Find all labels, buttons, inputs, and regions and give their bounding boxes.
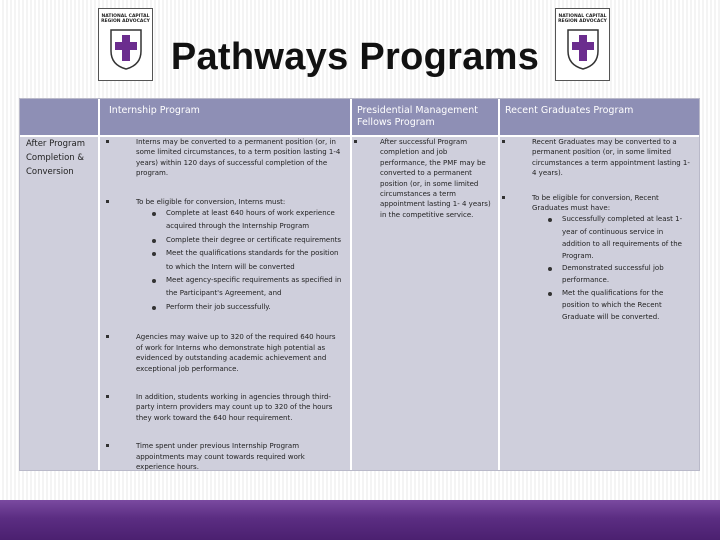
internship-cell: [106, 137, 342, 490]
list-item: Agencies may waive up to 320 of the required 640 hours of work for Interns who demonstrate high potential as evidenced by outstanding academic achievement and exceptional job performance.: [106, 332, 342, 374]
cross-shield-icon: [107, 27, 145, 71]
sub-list-item: Successfully completed at least 1-year of continuous service in addition to all requirements of the Program.: [562, 213, 692, 262]
list-item: To be eligible for conversion, Recent Graduates must have: Successfully completed at least 1-year of continuous service in addition to all requirements of the Program. Demonstrated successful job performance. Met the qualifications for the position to which the Recent Graduate will be converted.: [502, 193, 692, 324]
list-item: After successful Program completion and job performance, the PMF may be converted to a permanent position (or, in some limited circumstances a term appointment lasting 1- 4 years) in the competitive service.: [354, 137, 494, 220]
organization-logo-left: [98, 8, 153, 81]
column-divider: [98, 99, 100, 470]
list-item: In addition, students working in agencies through third-party intern providers may count up to 320 of the hours they work toward the 640 hour requirement.: [106, 392, 342, 423]
table-header-row: [20, 99, 699, 135]
column-divider: [350, 99, 352, 470]
list-item: To be eligible for conversion, Interns must: Complete at least 640 hours of work experience acquired through the Internship Program Complete their degree or certificate requirements Meet the qualifications standards for the position to which the Intern will be converted Meet agency-specific requirements as specified in the Participant's Agreement, and Perform their job successfully.: [106, 197, 342, 315]
list-item: Interns may be converted to a permanent position (or, in some limited circumstances, to a term position lasting 1-4 years) within 120 days of successful completion of the program.: [106, 137, 342, 179]
logo-text: NATIONAL CAPITAL REGION ADVOCACY: [558, 14, 607, 24]
list-item: Time spent under previous Internship Program appointments may count towards required work experience hours.: [106, 441, 342, 472]
page-title: Pathways Programs: [170, 36, 540, 78]
sub-list-item: Perform their job successfully.: [166, 301, 342, 314]
pmf-cell: [354, 137, 494, 238]
footer-band: [0, 500, 720, 540]
organization-logo-right: [555, 8, 610, 81]
recent-graduates-cell: [502, 137, 692, 341]
logo-text: NATIONAL CAPITAL REGION ADVOCACY: [101, 14, 150, 24]
column-divider: [498, 99, 500, 470]
sub-list-item: Demonstrated successful job performance.: [562, 262, 692, 286]
sub-list-item: Complete their degree or certificate requirements: [166, 234, 342, 247]
header-internship: Internship Program: [109, 105, 200, 116]
header-pmf: Presidential Management Fellows Program: [357, 105, 479, 128]
sub-list-item: Meet agency-specific requirements as specified in the Participant's Agreement, and: [166, 274, 342, 301]
list-item: Recent Graduates may be converted to a permanent position (or, in some limited circumstances a term appointment lasting 1-4 years).: [502, 137, 692, 179]
pathways-table: [19, 98, 700, 471]
sub-list-item: Met the qualifications for the position to which the Recent Graduate will be converted.: [562, 287, 692, 324]
row-label: After Program Completion & Conversion: [26, 139, 85, 177]
sub-list-item: Complete at least 640 hours of work experience acquired through the Internship Program: [166, 207, 342, 234]
cross-shield-icon: [564, 27, 602, 71]
header-recent-graduates: Recent Graduates Program: [505, 105, 634, 116]
sub-list-item: Meet the qualifications standards for the position to which the Intern will be converted: [166, 247, 342, 274]
